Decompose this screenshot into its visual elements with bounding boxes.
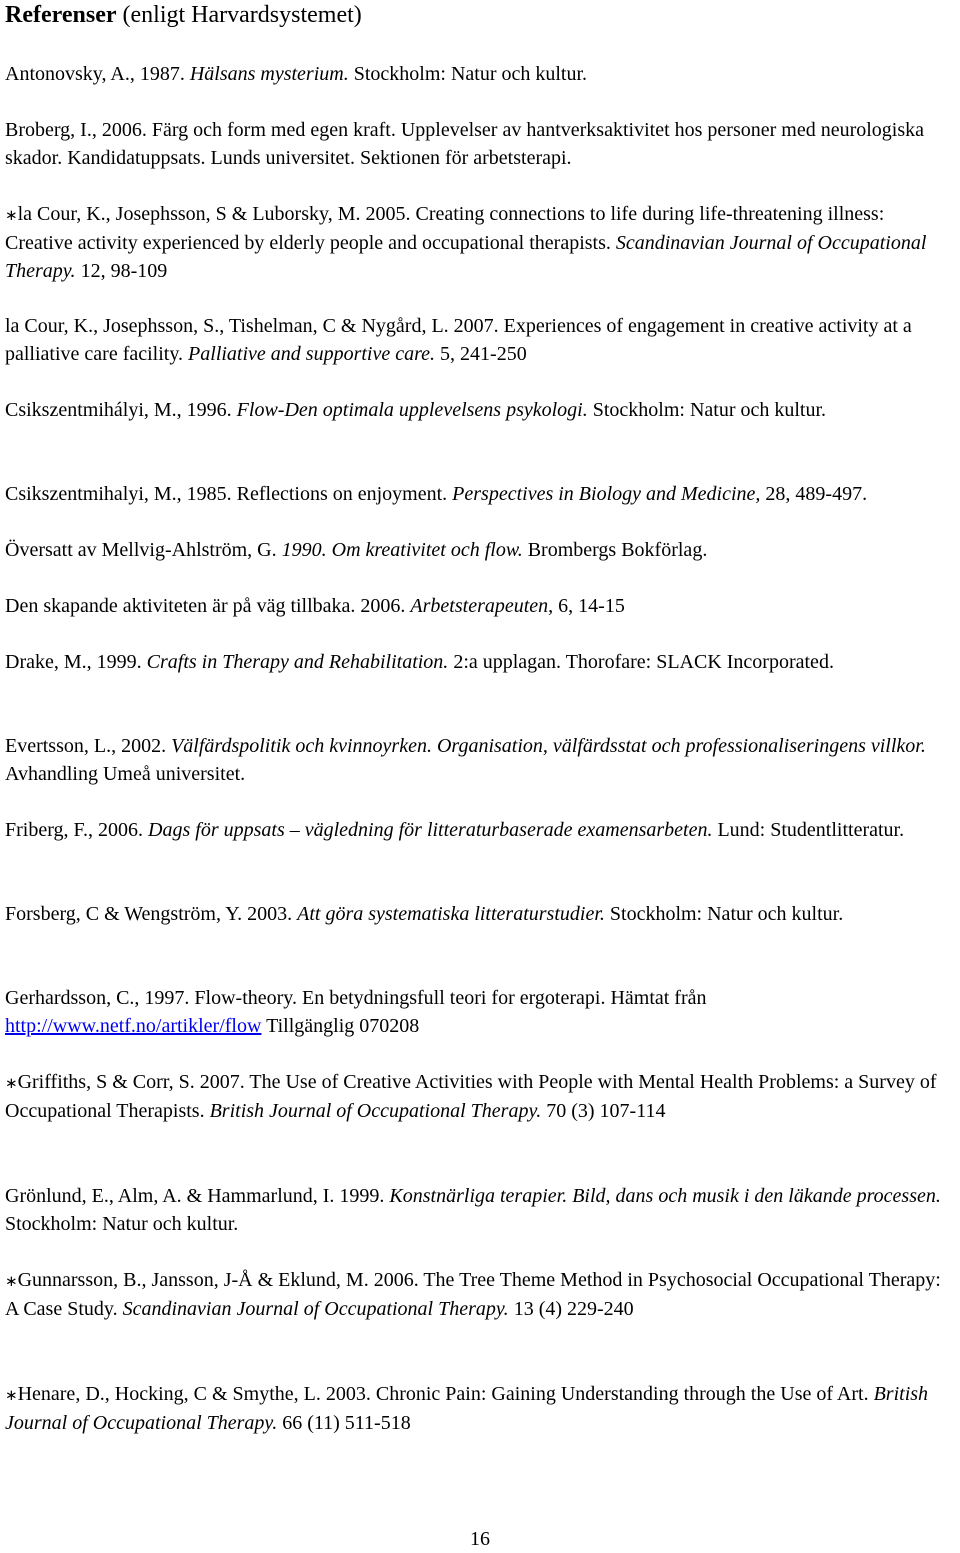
reference-text: Tillgänglig 070208 bbox=[261, 1015, 420, 1037]
reference-title-italic: Palliative and supportive care. bbox=[188, 343, 436, 365]
reference-text: Stockholm: Natur och kultur. bbox=[5, 1213, 239, 1235]
reference-entry bbox=[5, 592, 945, 620]
reference-text: Broberg, I., 2006. Färg och form med egen kraft. Upplevelser av hantverksaktivitet hos personer med neurologiska skador. Kandidatuppsats. Lunds universitet. Sektionen för arbetsterapi. bbox=[5, 119, 925, 169]
reference-title-italic: Välfärdspolitik och kvinnoyrken. Organisation, välfärdsstat och professionaliseringens villkor. bbox=[171, 735, 926, 757]
reference-entry bbox=[5, 900, 945, 928]
reference-text: Henare, D., Hocking, C & Smythe, L. 2003. Chronic Pain: Gaining Understanding through the Use of Art. bbox=[17, 1383, 874, 1405]
reference-title-italic: Hälsans mysterium. bbox=[189, 63, 349, 85]
reference-title-italic: Perspectives in Biology and Medicine, bbox=[452, 483, 761, 505]
reference-entry bbox=[5, 732, 945, 788]
reference-text: 13 (4) 229-240 bbox=[508, 1298, 634, 1320]
reference-text: Csikszentmihalyi, M., 1985. Reflections on enjoyment. bbox=[5, 483, 453, 505]
reference-title-italic: Dags för uppsats – vägledning för litteraturbaserade examensarbeten. bbox=[148, 819, 713, 841]
asterisk-marker-icon: ∗ bbox=[5, 1386, 18, 1404]
reference-text: 70 (3) 107-114 bbox=[541, 1100, 666, 1122]
reference-text: Forsberg, C & Wengström, Y. 2003. bbox=[5, 903, 298, 925]
reference-text: la Cour, K., Josephsson, S., Tishelman, C & Nygård, L. 2007. Experiences of engagement in creative activity at a palliative care facility. bbox=[5, 315, 912, 365]
reference-text: la Cour, K., Josephsson, S & Luborsky, M. 2005. Creating connections to life during life-threatening illness: Creative activity experienced by elderly people and occupational therapists. bbox=[5, 203, 885, 254]
reference-title-italic: Crafts in Therapy and Rehabilitation. bbox=[146, 651, 449, 673]
reference-text: Griffiths, S & Corr, S. 2007. The Use of Creative Activities with People with Mental Health Problems: a Survey of Occupational Therapists. bbox=[5, 1071, 937, 1122]
reference-text: Avhandling Umeå universitet. bbox=[5, 763, 246, 785]
reference-title-italic: 1990. Om kreativitet och flow. bbox=[281, 539, 523, 561]
reference-entry bbox=[5, 536, 945, 564]
reference-entry bbox=[5, 116, 945, 172]
reference-title-italic: Scandinavian Journal of Occupational Therapy. bbox=[5, 232, 927, 282]
reference-text: Lund: Studentlitteratur. bbox=[712, 819, 905, 841]
reference-text: Csikszentmihályi, M., 1996. bbox=[5, 399, 237, 421]
reference-text: Grönlund, E., Alm, A. & Hammarlund, I. 1999. bbox=[5, 1185, 390, 1207]
reference-text: Friberg, F., 2006. bbox=[5, 819, 149, 841]
reference-title-italic: Flow-Den optimala upplevelsens psykologi. bbox=[236, 399, 588, 421]
reference-text: Den skapande aktiviteten är på väg tillbaka. 2006. bbox=[5, 595, 411, 617]
reference-entry bbox=[5, 648, 945, 676]
reference-text: Drake, M., 1999. bbox=[5, 651, 147, 673]
reference-title-italic: Att göra systematiska litteraturstudier. bbox=[297, 903, 605, 925]
reference-entry bbox=[5, 1182, 945, 1238]
reference-entry bbox=[5, 312, 945, 368]
reference-entry bbox=[5, 480, 945, 508]
reference-text: Brombergs Bokförlag. bbox=[522, 539, 708, 561]
reference-entry bbox=[5, 60, 945, 88]
asterisk-marker-icon: ∗ bbox=[5, 1272, 18, 1290]
reference-text: 12, 98-109 bbox=[75, 260, 168, 282]
heading-rest: (enligt Harvardsystemet) bbox=[116, 2, 362, 28]
reference-title-italic: Arbetsterapeuten, bbox=[410, 595, 554, 617]
asterisk-marker-icon: ∗ bbox=[5, 206, 18, 224]
reference-title-italic: British Journal of Occupational Therapy. bbox=[209, 1100, 542, 1122]
reference-text: 28, 489-497. bbox=[760, 483, 868, 505]
reference-entry bbox=[5, 984, 945, 1040]
reference-text: 6, 14-15 bbox=[553, 595, 625, 617]
page-number: 16 bbox=[470, 1528, 490, 1550]
reference-text: Evertsson, L., 2002. bbox=[5, 735, 172, 757]
page-heading bbox=[5, 0, 362, 30]
reference-text: Stockholm: Natur och kultur. bbox=[587, 399, 827, 421]
reference-text: Antonovsky, A., 1987. bbox=[5, 63, 190, 85]
reference-text: 66 (11) 511-518 bbox=[277, 1412, 411, 1434]
reference-title-italic: Scandinavian Journal of Occupational Therapy. bbox=[122, 1298, 509, 1320]
reference-link[interactable]: http://www.netf.no/artikler/flow bbox=[5, 1015, 262, 1037]
reference-text: Stockholm: Natur och kultur. bbox=[604, 903, 844, 925]
reference-title-italic: British Journal of Occupational Therapy. bbox=[5, 1383, 929, 1434]
reference-text: Gunnarsson, B., Jansson, J-Å & Eklund, M. 2006. The Tree Theme Method in Psychosocial Occupational Therapy: A Case Study. bbox=[5, 1269, 941, 1320]
reference-entry bbox=[5, 200, 945, 285]
reference-entry bbox=[5, 816, 945, 844]
reference-text: Översatt av Mellvig-Ahlström, G. bbox=[5, 539, 282, 561]
reference-text: Gerhardsson, C., 1997. Flow-theory. En betydningsfull teori for ergoterapi. Hämtat från bbox=[5, 987, 707, 1009]
heading-bold: Referenser bbox=[5, 2, 117, 28]
reference-entry bbox=[5, 396, 945, 424]
reference-entry bbox=[5, 1380, 945, 1437]
reference-entry bbox=[5, 1266, 945, 1323]
reference-text: 2:a upplagan. Thorofare: SLACK Incorporated. bbox=[448, 651, 834, 673]
asterisk-marker-icon: ∗ bbox=[5, 1074, 18, 1092]
reference-entry bbox=[5, 1068, 945, 1125]
reference-text: Stockholm: Natur och kultur. bbox=[348, 63, 588, 85]
reference-text: 5, 241-250 bbox=[435, 343, 527, 365]
reference-title-italic: Konstnärliga terapier. Bild, dans och musik i den läkande processen. bbox=[389, 1185, 941, 1207]
